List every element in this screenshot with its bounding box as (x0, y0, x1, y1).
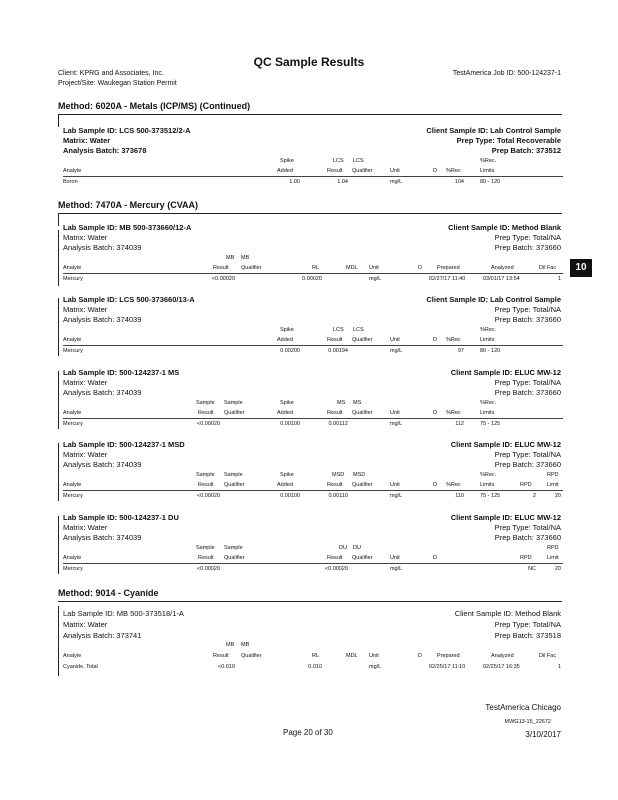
col-header: Limits (480, 410, 495, 416)
analysis-batch: Analysis Batch: 374039 (63, 533, 142, 542)
prep-type: Prep Type: Total/NA (494, 233, 561, 242)
prep-type: Prep Type: Total/NA (494, 378, 561, 387)
analysis-batch: Analysis Batch: 373678 (63, 146, 147, 155)
client-sample-id: Client Sample ID: Method Blank (454, 609, 561, 618)
col-header: MB (226, 255, 235, 261)
matrix: Matrix: Water (63, 378, 108, 387)
col-header: D (418, 265, 422, 271)
col-header: DU (353, 545, 361, 551)
col-header: Sample (224, 400, 243, 406)
col-header: Qualifier (224, 482, 245, 488)
col-header: Qualifier (224, 410, 245, 416)
col-header: Unit (390, 555, 400, 561)
col-header: Unit (390, 168, 400, 174)
spike-added-cell: 1.00 (289, 179, 300, 185)
col-header: %Rec. (480, 400, 497, 406)
result-cell: 0.00112 (328, 421, 348, 427)
unit-cell: mg/L (390, 179, 403, 185)
limits-cell: 75 - 125 (480, 421, 501, 427)
col-header: Result (213, 653, 229, 659)
dilfac-cell: 1 (557, 276, 561, 282)
prep-type: Prep Type: Total/NA (494, 305, 561, 314)
col-header: Spike (280, 472, 294, 478)
result-cell: 1.04 (337, 179, 348, 185)
col-header: Qualifier (352, 168, 373, 174)
col-header: RPD (547, 545, 559, 551)
col-header: D (433, 337, 437, 343)
client-sample-id: Client Sample ID: ELUC MW-12 (450, 440, 561, 449)
col-header: Analyte (63, 337, 82, 343)
col-header: %Rec. (480, 158, 497, 164)
col-header: Analyzed (491, 653, 514, 659)
rpd-cell: NC (528, 566, 536, 572)
analyte-cell: Cyanide, Total (63, 664, 98, 670)
col-header: Dil Fac (539, 265, 557, 271)
method-heading-cyanide: Method: 9014 - Cyanide (58, 588, 159, 598)
col-header: Result (327, 482, 343, 488)
col-header: %Rec (446, 482, 461, 488)
matrix: Matrix: Water (63, 233, 108, 242)
col-header: %Rec (446, 168, 461, 174)
col-header: Spike (280, 327, 294, 333)
lab-sample-id: Lab Sample ID: 500-124237-1 MS (63, 368, 180, 377)
matrix: Matrix: Water (63, 450, 108, 459)
project-site: Project/Site: Waukegan Station Permit (58, 80, 177, 87)
col-header: Qualifier (352, 555, 373, 561)
page-title: QC Sample Results (253, 55, 365, 69)
col-header: MS (337, 400, 346, 406)
col-header: Prepared (437, 265, 460, 271)
dilfac-cell: 1 (557, 664, 561, 670)
col-header: Result (327, 168, 343, 174)
col-header: MB (241, 642, 250, 648)
col-header: Result (327, 410, 343, 416)
col-header: Result (198, 555, 214, 561)
col-header: LCS (353, 158, 364, 164)
col-header: Unit (390, 337, 400, 343)
unit-cell: mg/L (369, 276, 382, 282)
footer-doc-id: MWG13-15_22672 (504, 719, 551, 725)
col-header: MDL (346, 653, 358, 659)
col-header: MB (226, 642, 235, 648)
analyte-cell: Mercury (63, 566, 83, 572)
col-header: Sample (224, 545, 243, 551)
sample-result-cell: <0.00020 (196, 493, 220, 499)
col-header: %Rec (446, 337, 461, 343)
col-header: Spike (280, 400, 294, 406)
col-header: MB (241, 255, 250, 261)
col-header: MS (353, 400, 362, 406)
col-header: Result (213, 265, 229, 271)
lab-sample-id: Lab Sample ID: LCS 500-373660/13-A (63, 295, 195, 304)
col-header: Added (277, 410, 293, 416)
col-header: Result (198, 410, 214, 416)
col-header: %Rec (446, 410, 461, 416)
client-sample-id: Client Sample ID: ELUC MW-12 (450, 513, 561, 522)
unit-cell: mg/L (390, 348, 403, 354)
col-header: Sample (196, 545, 215, 551)
rl-cell: 0.010 (308, 664, 322, 670)
unit-cell: mg/L (369, 664, 382, 670)
matrix: Matrix: Water (63, 620, 108, 629)
col-header: LCS (333, 158, 344, 164)
analysis-batch: Analysis Batch: 373741 (63, 631, 142, 640)
col-header: Limit (547, 555, 559, 561)
job-id: TestAmerica Job ID: 500-124237-1 (452, 70, 561, 77)
col-header: Analyzed (491, 265, 514, 271)
footer-lab: TestAmerica Chicago (485, 703, 561, 712)
col-header: Result (327, 555, 343, 561)
spike-added-cell: 0.00200 (280, 348, 300, 354)
analyte-cell: Mercury (63, 276, 83, 282)
col-header: Added (277, 168, 293, 174)
rpd-limit-cell: 20 (554, 566, 561, 572)
prep-type: Prep Type: Total Recoverable (456, 136, 561, 145)
lab-sample-id: Lab Sample ID: MB 500-373518/1-A (63, 609, 184, 618)
col-header: D (418, 653, 422, 659)
limits-cell: 75 - 125 (480, 493, 501, 499)
analyzed-cell: 03/01/17 13:54 (483, 276, 520, 282)
limits-cell: 80 - 120 (480, 179, 501, 185)
col-header: Analyte (63, 168, 82, 174)
prepared-cell: 02/27/17 11:40 (429, 276, 466, 282)
prep-batch: Prep Batch: 373660 (494, 388, 561, 397)
col-header: Analyte (63, 410, 82, 416)
limits-cell: 80 - 120 (480, 348, 501, 354)
prep-batch: Prep Batch: 373512 (491, 146, 561, 155)
analyte-cell: Mercury (63, 493, 83, 499)
col-header: DU (339, 545, 347, 551)
analyte-cell: Mercury (63, 348, 83, 354)
section-tab: 10 (570, 259, 592, 277)
col-header: Unit (390, 410, 400, 416)
col-header: Sample (196, 472, 215, 478)
col-header: Prepared (437, 653, 460, 659)
col-header: Qualifier (352, 337, 373, 343)
col-header: Qualifier (224, 555, 245, 561)
rl-cell: 0.00020 (302, 276, 322, 282)
prep-type: Prep Type: Total/NA (494, 620, 561, 629)
col-header: Sample (196, 400, 215, 406)
footer-date: 3/10/2017 (525, 730, 561, 739)
result-cell: <0.010 (218, 664, 235, 670)
col-header: RPD (547, 472, 559, 478)
col-header: Unit (390, 482, 400, 488)
spike-added-cell: 0.00100 (280, 421, 300, 427)
analyte-cell: Mercury (63, 421, 83, 427)
result-cell: <0.00020 (211, 276, 235, 282)
prep-type: Prep Type: Total/NA (494, 450, 561, 459)
col-header: RL (312, 265, 320, 271)
unit-cell: mg/L (390, 566, 403, 572)
analyte-cell: Boron (63, 179, 78, 185)
result-cell: 0.00110 (328, 493, 348, 499)
result-cell: 0.00194 (328, 348, 348, 354)
col-header: Qualifier (352, 410, 373, 416)
col-header: Unit (369, 265, 379, 271)
prep-type: Prep Type: Total/NA (494, 523, 561, 532)
method-rule (58, 114, 562, 115)
col-header: Limit (547, 482, 559, 488)
lab-sample-id: Lab Sample ID: MB 500-373660/12-A (63, 223, 192, 232)
col-header: MDL (346, 265, 358, 271)
col-header: Qualifier (241, 265, 262, 271)
unit-cell: mg/L (390, 493, 403, 499)
analysis-batch: Analysis Batch: 374039 (63, 460, 142, 469)
col-header: D (433, 168, 437, 174)
col-header: LCS (333, 327, 344, 333)
col-header: Qualifier (241, 653, 262, 659)
method-heading-metals: Method: 6020A - Metals (ICP/MS) (Continued) (58, 101, 251, 111)
rec-cell: 110 (455, 493, 464, 499)
col-header: LCS (353, 327, 364, 333)
lab-sample-id: Lab Sample ID: 500-124237-1 MSD (63, 440, 185, 449)
col-header: Added (277, 482, 293, 488)
rpd-limit-cell: 20 (554, 493, 561, 499)
rpd-cell: 2 (532, 493, 536, 499)
analysis-batch: Analysis Batch: 374039 (63, 243, 142, 252)
client-sample-id: Client Sample ID: Lab Control Sample (426, 126, 561, 135)
col-header: %Rec. (480, 327, 497, 333)
col-header: MSD (332, 472, 345, 478)
col-header: Spike (280, 158, 294, 164)
col-header: Result (198, 482, 214, 488)
result-cell: <0.00020 (324, 566, 348, 572)
col-header: D (433, 410, 437, 416)
matrix: Matrix: Water (63, 305, 108, 314)
rec-cell: 104 (454, 179, 464, 185)
col-header: RPD (520, 482, 532, 488)
col-header: Dil Fac (539, 653, 557, 659)
client-sample-id: Client Sample ID: Method Blank (448, 223, 561, 232)
col-header: Limits (480, 337, 495, 343)
sample-result-cell: <0.00020 (196, 566, 220, 572)
prep-batch: Prep Batch: 373518 (494, 631, 561, 640)
col-header: D (433, 482, 437, 488)
col-header: Analyte (63, 555, 82, 561)
col-header: Limits (480, 482, 495, 488)
col-header: RPD (520, 555, 532, 561)
prep-batch: Prep Batch: 373660 (494, 460, 561, 469)
spike-added-cell: 0.00100 (280, 493, 300, 499)
col-header: Analyte (63, 482, 82, 488)
prep-batch: Prep Batch: 373660 (494, 533, 561, 542)
col-header: Analyte (63, 265, 82, 271)
col-header: Result (327, 337, 343, 343)
analysis-batch: Analysis Batch: 374039 (63, 315, 142, 324)
col-header: Limits (480, 168, 495, 174)
prepared-cell: 02/25/17 11:10 (429, 664, 466, 670)
matrix: Matrix: Water (63, 523, 108, 532)
lab-sample-id: Lab Sample ID: 500-124237-1 DU (63, 513, 179, 522)
matrix: Matrix: Water (63, 136, 111, 145)
analyzed-cell: 02/25/17 16:35 (483, 664, 520, 670)
client-sample-id: Client Sample ID: Lab Control Sample (426, 295, 561, 304)
col-header: D (433, 555, 437, 561)
rec-cell: 112 (455, 421, 464, 427)
col-header: Qualifier (352, 482, 373, 488)
client-name: Client: KPRG and Associates, Inc. (58, 70, 164, 77)
lab-sample-id: Lab Sample ID: LCS 500-373512/2-A (63, 126, 191, 135)
col-header: Added (277, 337, 293, 343)
footer-page-number: Page 20 of 30 (283, 728, 333, 737)
col-header: RL (312, 653, 320, 659)
rec-cell: 97 (457, 348, 464, 354)
client-sample-id: Client Sample ID: ELUC MW-12 (450, 368, 561, 377)
analysis-batch: Analysis Batch: 374039 (63, 388, 142, 397)
col-header: Sample (224, 472, 243, 478)
prep-batch: Prep Batch: 373660 (494, 315, 561, 324)
col-header: MSD (353, 472, 366, 478)
col-header: %Rec. (480, 472, 497, 478)
col-header: Unit (369, 653, 379, 659)
col-header: Analyte (63, 653, 82, 659)
unit-cell: mg/L (390, 421, 403, 427)
sample-result-cell: <0.00020 (196, 421, 220, 427)
prep-batch: Prep Batch: 373660 (494, 243, 561, 252)
method-heading-mercury: Method: 7470A - Mercury (CVAA) (58, 200, 199, 210)
